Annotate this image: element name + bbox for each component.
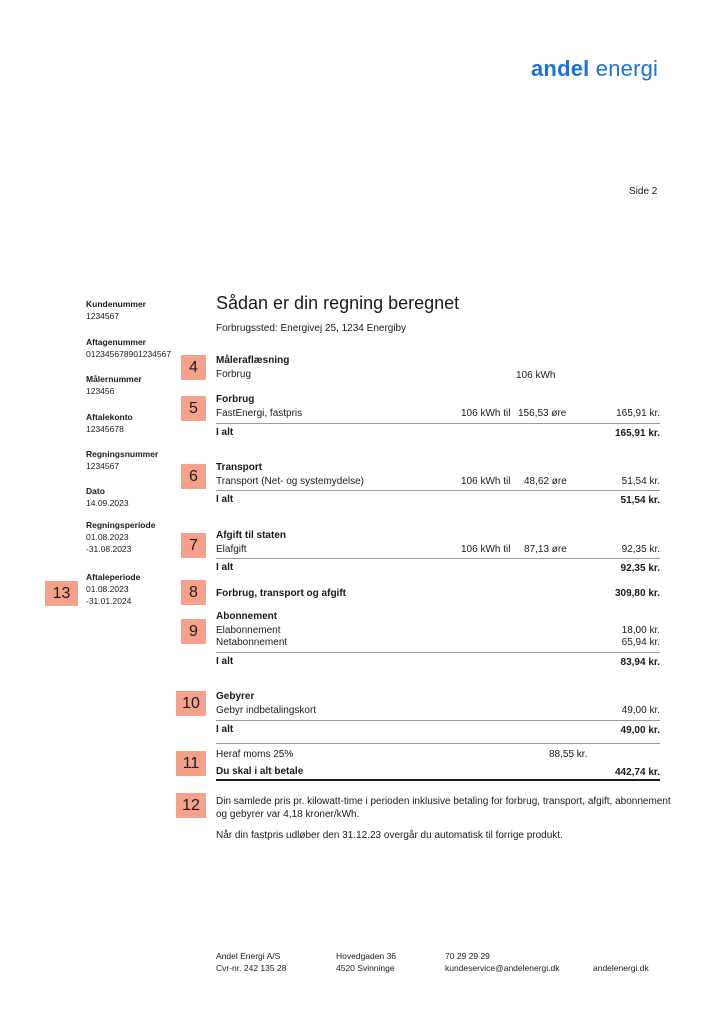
fixed-price-note: Når din fastpris udløber den 31.12.23 overgår du automatisk til forrige produkt. <box>216 830 563 841</box>
transport-unit-price: 48,62 øre <box>524 476 567 487</box>
sidebar-value: 012345678901234567 <box>86 349 172 359</box>
footer-contact <box>445 950 559 974</box>
vat-label: Heraf moms 25% <box>216 749 294 760</box>
footer-website-link[interactable]: andelenergi.dk <box>593 963 649 973</box>
divider <box>216 720 660 721</box>
footer-company <box>216 950 286 974</box>
consumption-unit-price: 156,53 øre <box>518 408 567 419</box>
meter-reading-label: Forbrug <box>216 369 252 380</box>
tax-qty: 106 kWh til <box>461 544 511 555</box>
footer-email-link[interactable]: kundeservice@andelenergi.dk <box>445 963 560 973</box>
meter-reading-qty: 106 kWh <box>516 370 556 381</box>
sidebar-label: Aftalekonto <box>86 412 133 422</box>
agreement-period <box>86 571 186 607</box>
sidebar-value: 123456 <box>86 386 115 396</box>
subscription-item-label: Netabonnement <box>216 637 288 648</box>
consumption-qty: 106 kWh til <box>461 408 511 419</box>
step-badge-10: 10 <box>176 691 206 716</box>
transport-amount: 51,54 kr. <box>621 476 660 487</box>
sidebar-label: Aftaleperiode <box>86 572 141 582</box>
consumption-total: 165,91 kr. <box>614 428 660 439</box>
fees-amount: 49,00 kr. <box>621 705 660 716</box>
tax-unit-price: 87,13 øre <box>524 544 567 555</box>
step-badge-12: 12 <box>176 793 206 818</box>
consumption-total-label: I alt <box>216 427 234 438</box>
grand-total-amount: 442,74 kr. <box>614 767 660 778</box>
subscription-item-amount: 18,00 kr. <box>621 625 660 636</box>
grand-total-label: Du skal i alt betale <box>216 766 304 777</box>
divider <box>216 423 660 424</box>
agreement-account <box>86 411 186 435</box>
footer-company-name: Andel Energi A/S <box>216 951 281 961</box>
customer-number <box>86 298 186 322</box>
step-badge-11: 11 <box>176 751 206 776</box>
logo-light-text: energi <box>595 56 659 81</box>
sidebar-value: 01.08.2023 <box>86 532 129 542</box>
meter-number <box>86 373 186 397</box>
sidebar-label: Aftagenummer <box>86 337 146 347</box>
fees-label: Gebyr indbetalingskort <box>216 705 317 716</box>
agreement-number <box>86 336 196 360</box>
step-badge-9: 9 <box>181 619 206 644</box>
divider <box>216 743 660 744</box>
price-per-kwh-note: Din samlede pris pr. kilowatt-time i perioden inklusive betaling for forbrug, transport, afgift, abonnement og gebyrer var 4,18 kroner/kWh. <box>216 796 671 820</box>
divider <box>216 490 660 491</box>
consumption-heading: Forbrug <box>216 394 255 405</box>
transport-qty: 106 kWh til <box>461 476 511 487</box>
transport-total-label: I alt <box>216 494 234 505</box>
sidebar-label: Regningsperiode <box>86 520 156 530</box>
subscription-item-label: Elabonnement <box>216 625 281 636</box>
sidebar-value: 12345678 <box>86 424 124 434</box>
tax-label: Elafgift <box>216 544 247 555</box>
subtotal-amount: 309,80 kr. <box>614 588 660 599</box>
fees-heading: Gebyrer <box>216 691 255 702</box>
subscription-total: 83,94 kr. <box>620 657 660 668</box>
sidebar-value: 1234567 <box>86 311 120 321</box>
step-badge-7: 7 <box>181 533 206 558</box>
footer-city: 4520 Svinninge <box>336 963 395 973</box>
footer-cvr: Cvr-nr. 242 135 28 <box>216 963 287 973</box>
invoice-number <box>86 448 186 472</box>
sidebar-label: Målernummer <box>86 374 142 384</box>
step-badge-8: 8 <box>181 580 206 605</box>
tax-amount: 92,35 kr. <box>621 544 660 555</box>
step-badge-4: 4 <box>181 355 206 380</box>
sidebar-value: 01.08.2023 <box>86 584 129 594</box>
invoice-date <box>86 485 186 509</box>
divider <box>216 558 660 559</box>
tax-heading: Afgift til staten <box>216 530 286 541</box>
andel-energi-logo <box>531 56 658 82</box>
subscription-total-label: I alt <box>216 656 234 667</box>
consumption-amount: 165,91 kr. <box>616 408 660 419</box>
tax-total: 92,35 kr. <box>620 563 660 574</box>
tax-total-label: I alt <box>216 562 234 573</box>
consumption-label: FastEnergi, fastpris <box>216 408 303 419</box>
grand-total-underline <box>216 779 660 781</box>
sidebar-label: Dato <box>86 486 105 496</box>
fees-total-label: I alt <box>216 724 234 735</box>
logo-bold-text: andel <box>531 56 590 81</box>
transport-heading: Transport <box>216 462 263 473</box>
consumption-address: Forbrugssted: Energivej 25, 1234 Energiby <box>216 323 407 334</box>
footer-address <box>336 950 396 974</box>
sidebar-value: -31.01.2024 <box>86 596 132 606</box>
sidebar-label: Kundenummer <box>86 299 146 309</box>
vat-amount: 88,55 kr. <box>549 749 588 760</box>
step-badge-6: 6 <box>181 464 206 489</box>
sidebar-value: 14.09.2023 <box>86 498 129 508</box>
transport-label: Transport (Net- og systemydelse) <box>216 476 365 487</box>
subscription-heading: Abonnement <box>216 611 278 622</box>
meter-reading-heading: Måleraflæsning <box>216 355 290 366</box>
transport-total: 51,54 kr. <box>620 495 660 506</box>
step-badge-13: 13 <box>45 581 78 606</box>
subscription-item-amount: 65,94 kr. <box>621 637 660 648</box>
subtotal-label: Forbrug, transport og afgift <box>216 588 346 599</box>
sidebar-value: 1234567 <box>86 461 120 471</box>
page-number: Side 2 <box>629 186 658 197</box>
fees-total: 49,00 kr. <box>620 725 660 736</box>
sidebar-value: -31.08.2023 <box>86 544 132 554</box>
sidebar-label: Regningsnummer <box>86 449 159 459</box>
step-badge-5: 5 <box>181 396 206 421</box>
billing-period <box>86 519 186 555</box>
page-title: Sådan er din regning beregnet <box>216 293 460 313</box>
divider <box>216 652 660 653</box>
footer-phone: 70 29 29 29 <box>445 951 490 961</box>
footer-street: Hovedgaden 36 <box>336 951 397 961</box>
